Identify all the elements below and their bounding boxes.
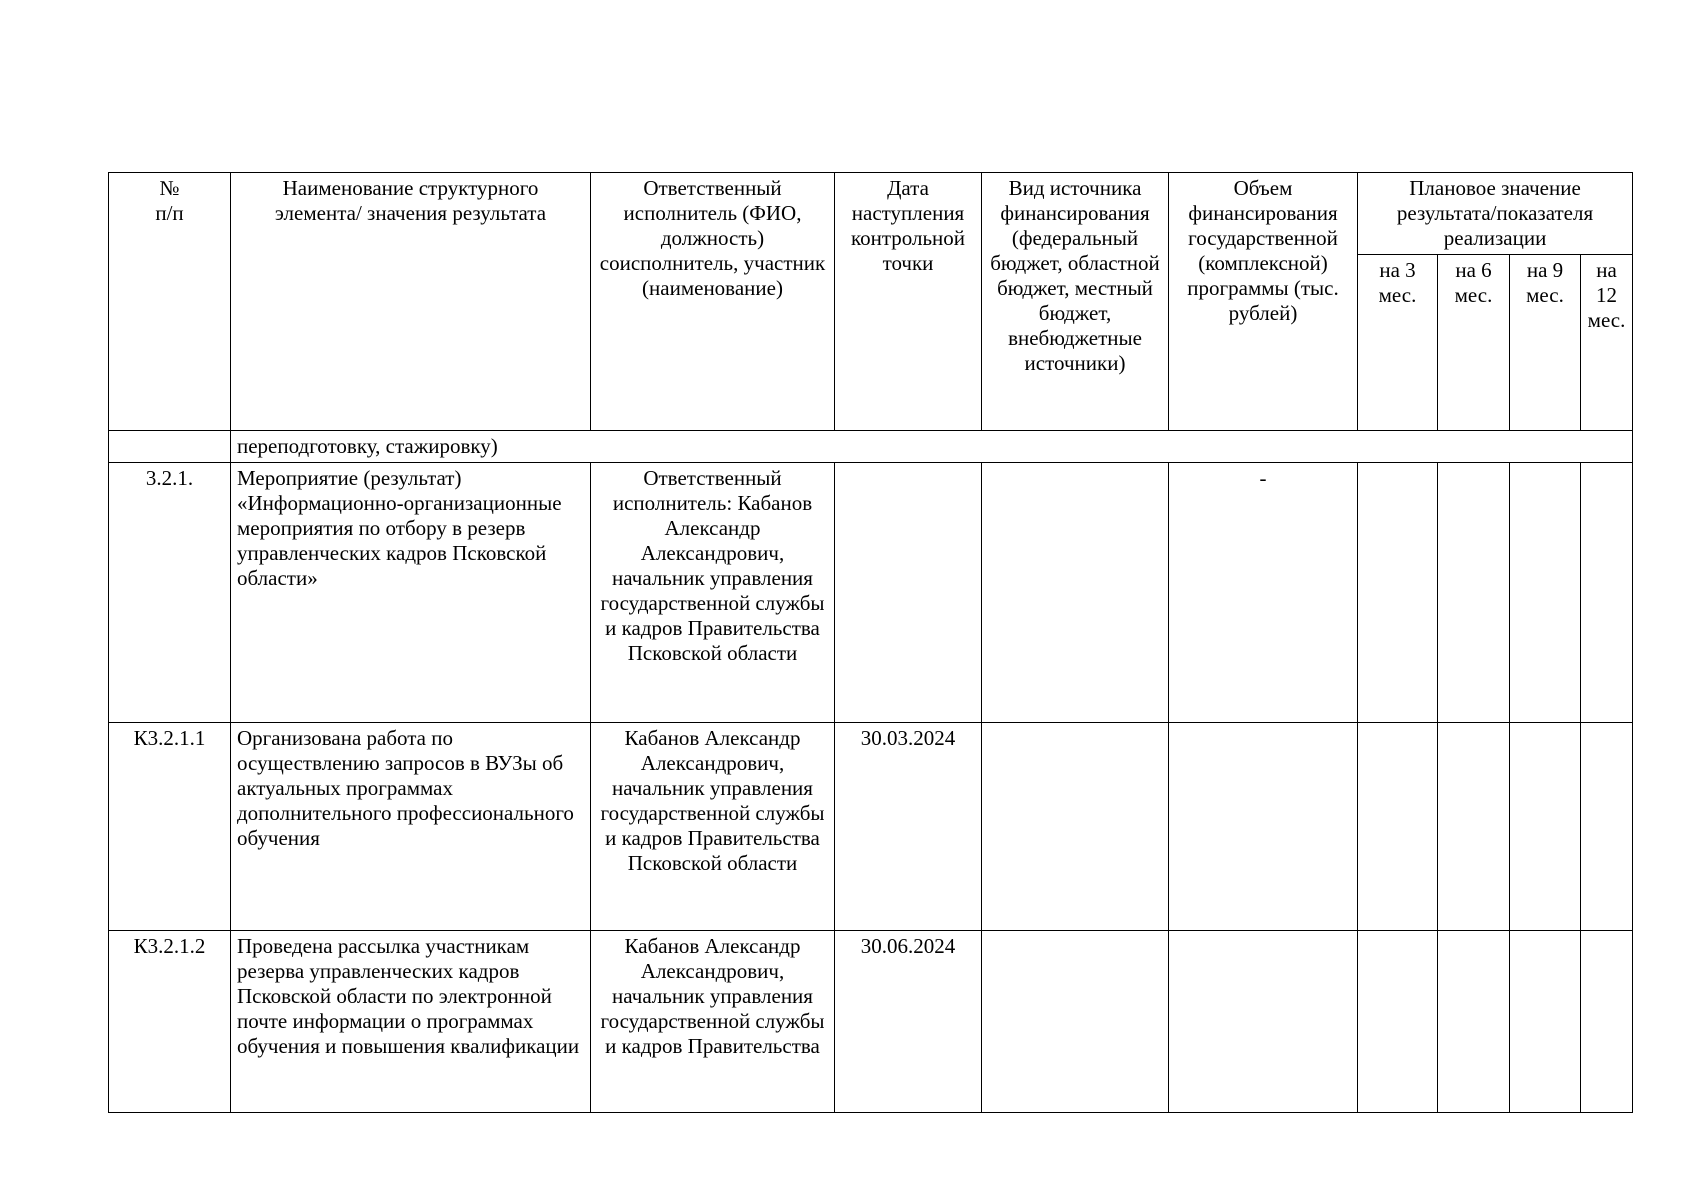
row-3-months [1358, 931, 1438, 1113]
row-responsible: Ответственный исполнитель: Кабанов Александр Александрович, начальник управления государственной службы и кадров Правительства Псковской области [591, 463, 835, 723]
header-responsible: Ответственный исполнитель (ФИО, должность) соисполнитель, участник (наименование) [591, 173, 835, 431]
row-9-months [1510, 463, 1581, 723]
row-source [982, 931, 1169, 1113]
row-date: 30.03.2024 [835, 723, 982, 931]
row-volume [1169, 723, 1358, 931]
row-6-months [1438, 463, 1510, 723]
row-name: Организована работа по осуществлению запросов в ВУЗы об актуальных программах дополнительного профессионального обучения [231, 723, 591, 931]
row-volume [1169, 931, 1358, 1113]
table-row [109, 723, 1633, 931]
row-3-months [1358, 463, 1438, 723]
header-source: Вид источника финансирования (федеральный бюджет, областной бюджет, местный бюджет, внебюджетные источники) [982, 173, 1169, 431]
row-9-months [1510, 931, 1581, 1113]
row-date: 30.06.2024 [835, 931, 982, 1113]
row-6-months [1438, 931, 1510, 1113]
row-responsible: Кабанов Александр Александрович, начальник управления государственной службы и кадров Правительства Псковской области [591, 723, 835, 931]
row-volume: - [1169, 463, 1358, 723]
row-date [835, 463, 982, 723]
continuation-text: переподготовку, стажировку) [231, 431, 1633, 463]
header-date: Дата наступления контрольной точки [835, 173, 982, 431]
row-number: 3.2.1. [109, 463, 231, 723]
row-9-months [1510, 723, 1581, 931]
row-responsible: Кабанов Александр Александрович, начальник управления государственной службы и кадров Правительства [591, 931, 835, 1113]
row-12-months [1581, 723, 1633, 931]
header-planned-value: Плановое значение результата/показателя реализации [1358, 173, 1633, 255]
table-row [109, 931, 1633, 1113]
row-3-months [1358, 723, 1438, 931]
row-name: Мероприятие (результат) «Информационно-организационные мероприятия по отбору в резерв управленческих кадров Псковской области» [231, 463, 591, 723]
plan-table [108, 172, 1633, 1113]
header-6-months: на 6 мес. [1438, 255, 1510, 431]
header-12-months: на 12 мес. [1581, 255, 1633, 431]
row-6-months [1438, 723, 1510, 931]
row-12-months [1581, 463, 1633, 723]
row-source [982, 723, 1169, 931]
row-source [982, 463, 1169, 723]
row-12-months [1581, 931, 1633, 1113]
header-volume: Объем финансирования государственной (комплексной) программы (тыс. рублей) [1169, 173, 1358, 431]
header-name: Наименование структурного элемента/ значения результата [231, 173, 591, 431]
row-number: К3.2.1.1 [109, 723, 231, 931]
header-number: № п/п [109, 173, 231, 431]
table-row [109, 463, 1633, 723]
header-3-months: на 3 мес. [1358, 255, 1438, 431]
header-9-months: на 9 мес. [1510, 255, 1581, 431]
continuation-number-cell [109, 431, 231, 463]
row-name: Проведена рассылка участникам резерва управленческих кадров Псковской области по электронной почте информации о программах обучения и повышения квалификации [231, 931, 591, 1113]
row-number: К3.2.1.2 [109, 931, 231, 1113]
